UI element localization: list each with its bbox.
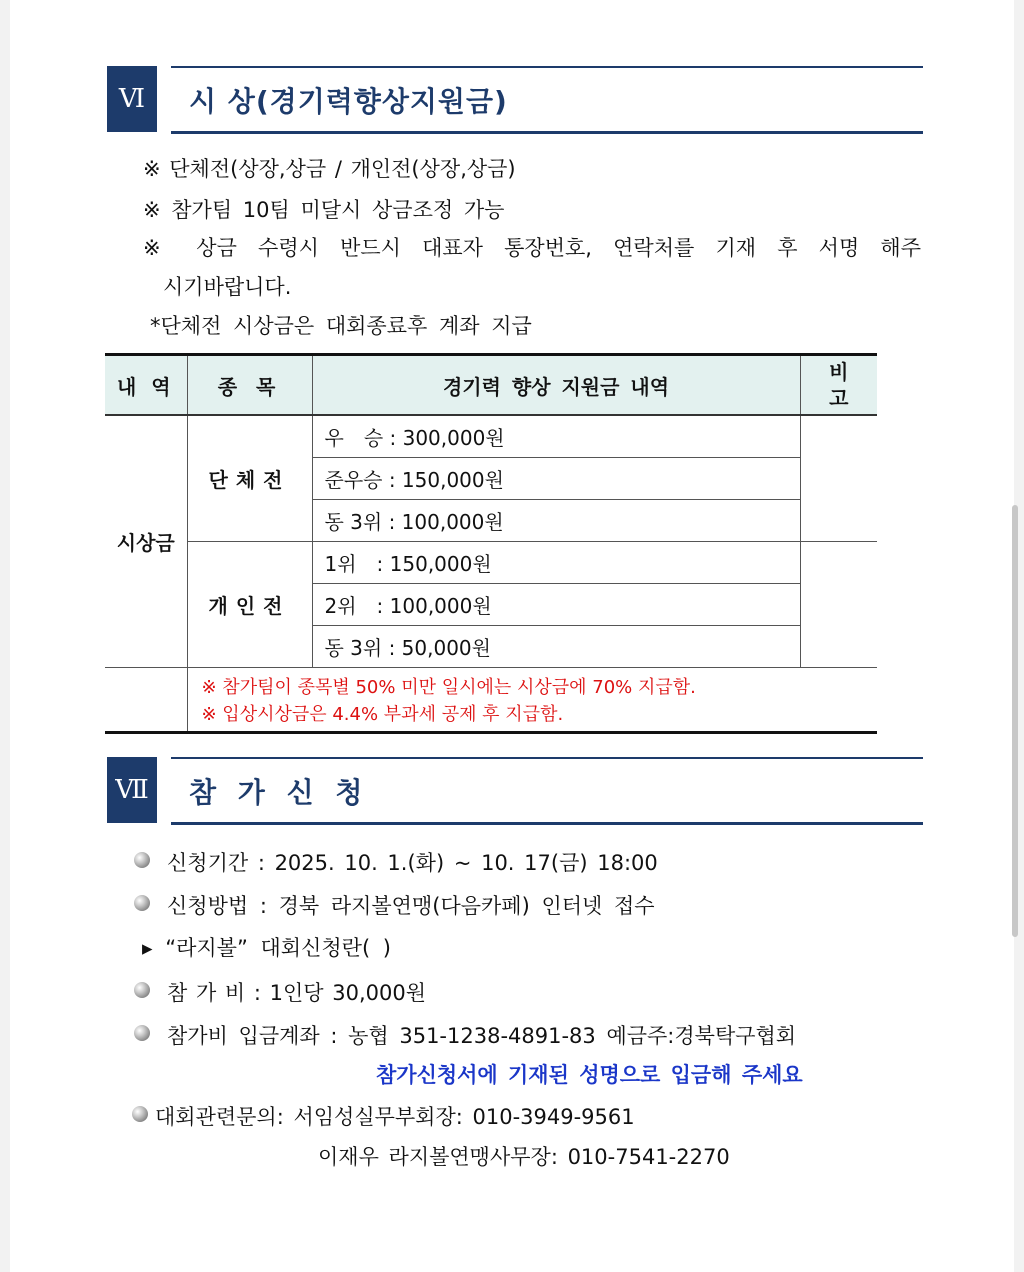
note-2: ※ 참가팀 10팀 미달시 상금조정 가능: [143, 198, 505, 222]
footnote-1: ※ 참가팀이 종목별 50% 미만 일시에는 시상금에 70% 지급함.: [201, 677, 696, 698]
bullet-icon: [134, 895, 150, 911]
section-6-header: [107, 66, 923, 134]
cafe-board: ▸ “라지볼” 대회신청란( ): [142, 936, 391, 960]
bullet-icon: [134, 1025, 150, 1041]
header-category: 내 역: [105, 355, 187, 416]
indiv-prize-3: 동 3위 : 50,000원: [312, 626, 800, 668]
application-method: 신청방법 : 경북 라지볼연맹(다음카페) 인터넷 접수: [167, 894, 655, 918]
header-rule-bottom: [171, 131, 923, 134]
team-event-cell: 단체전: [187, 415, 312, 542]
application-period: 신청기간 : 2025. 10. 1.(화) ~ 10. 17(금) 18:00: [167, 851, 658, 875]
bullet-icon: [132, 1106, 148, 1122]
account-name-note: 참가신청서에 기재된 성명으로 입금해 주세요: [376, 1063, 803, 1087]
note-4: *단체전 시상금은 대회종료후 계좌 지급: [150, 314, 532, 338]
team-prize-2: 준우승 : 150,000원: [312, 458, 800, 500]
contact-1: 대회관련문의: 서임성실무부회장: 010-3949-9561: [155, 1105, 635, 1129]
header-details: 경기력 향상 지원금 내역: [312, 355, 800, 416]
prize-table: [105, 353, 877, 734]
table-header-row: [105, 355, 877, 416]
footnote-2: ※ 입상시상금은 4.4% 부과세 공제 후 지급함.: [201, 704, 564, 725]
team-prize-1: 우 승 : 300,000원: [312, 415, 800, 458]
bullet-icon: [134, 852, 150, 868]
note-3-line-1: ※ 상금 수령시 반드시 대표자 통장번호, 연락처를 기재 후 서명 해주: [143, 236, 921, 260]
section-6-number: Ⅵ: [107, 66, 157, 132]
indiv-prize-1: 1위 : 150,000원: [312, 542, 800, 584]
note-3-line-2: 시기바랍니다.: [163, 275, 292, 299]
bullet-icon: [134, 982, 150, 998]
header-rule-bottom: [171, 822, 923, 825]
category-cell: 시상금: [105, 415, 187, 668]
team-prize-3: 동 3위 : 100,000원: [312, 500, 800, 542]
section-7-number: Ⅶ: [107, 757, 157, 823]
indiv-event-cell: 개인전: [187, 542, 312, 668]
indiv-remarks-cell: [800, 542, 877, 668]
indiv-prize-2: 2위 : 100,000원: [312, 584, 800, 626]
note-1: ※ 단체전(상장,상금 / 개인전(상장,상금): [143, 157, 516, 181]
table-row: [105, 542, 877, 584]
section-7-header: [107, 757, 923, 825]
footnote-spacer: [105, 668, 187, 733]
header-remarks: [800, 355, 877, 416]
header-rule-top: [171, 757, 923, 759]
contact-2: 이재우 라지볼연맹사무장: 010-7541-2270: [318, 1145, 730, 1169]
section-7-title: 참 가 신 청: [189, 776, 369, 809]
header-rule-top: [171, 66, 923, 68]
entry-fee: 참 가 비 : 1인당 30,000원: [167, 981, 427, 1005]
table-row: [105, 415, 877, 458]
header-event: 종 목: [187, 355, 312, 416]
table-footnote-row: [105, 668, 877, 733]
section-6-title: 시 상(경기력향상지원금): [189, 85, 508, 118]
bank-account: 참가비 입금계좌 : 농협 351-1238-4891-83 예금주:경북탁구협회: [167, 1024, 797, 1048]
header-remarks-text: 비고: [829, 360, 849, 410]
team-remarks-cell: [800, 415, 877, 542]
footnote-cell: [187, 668, 877, 733]
scrollbar[interactable]: [1012, 505, 1018, 937]
